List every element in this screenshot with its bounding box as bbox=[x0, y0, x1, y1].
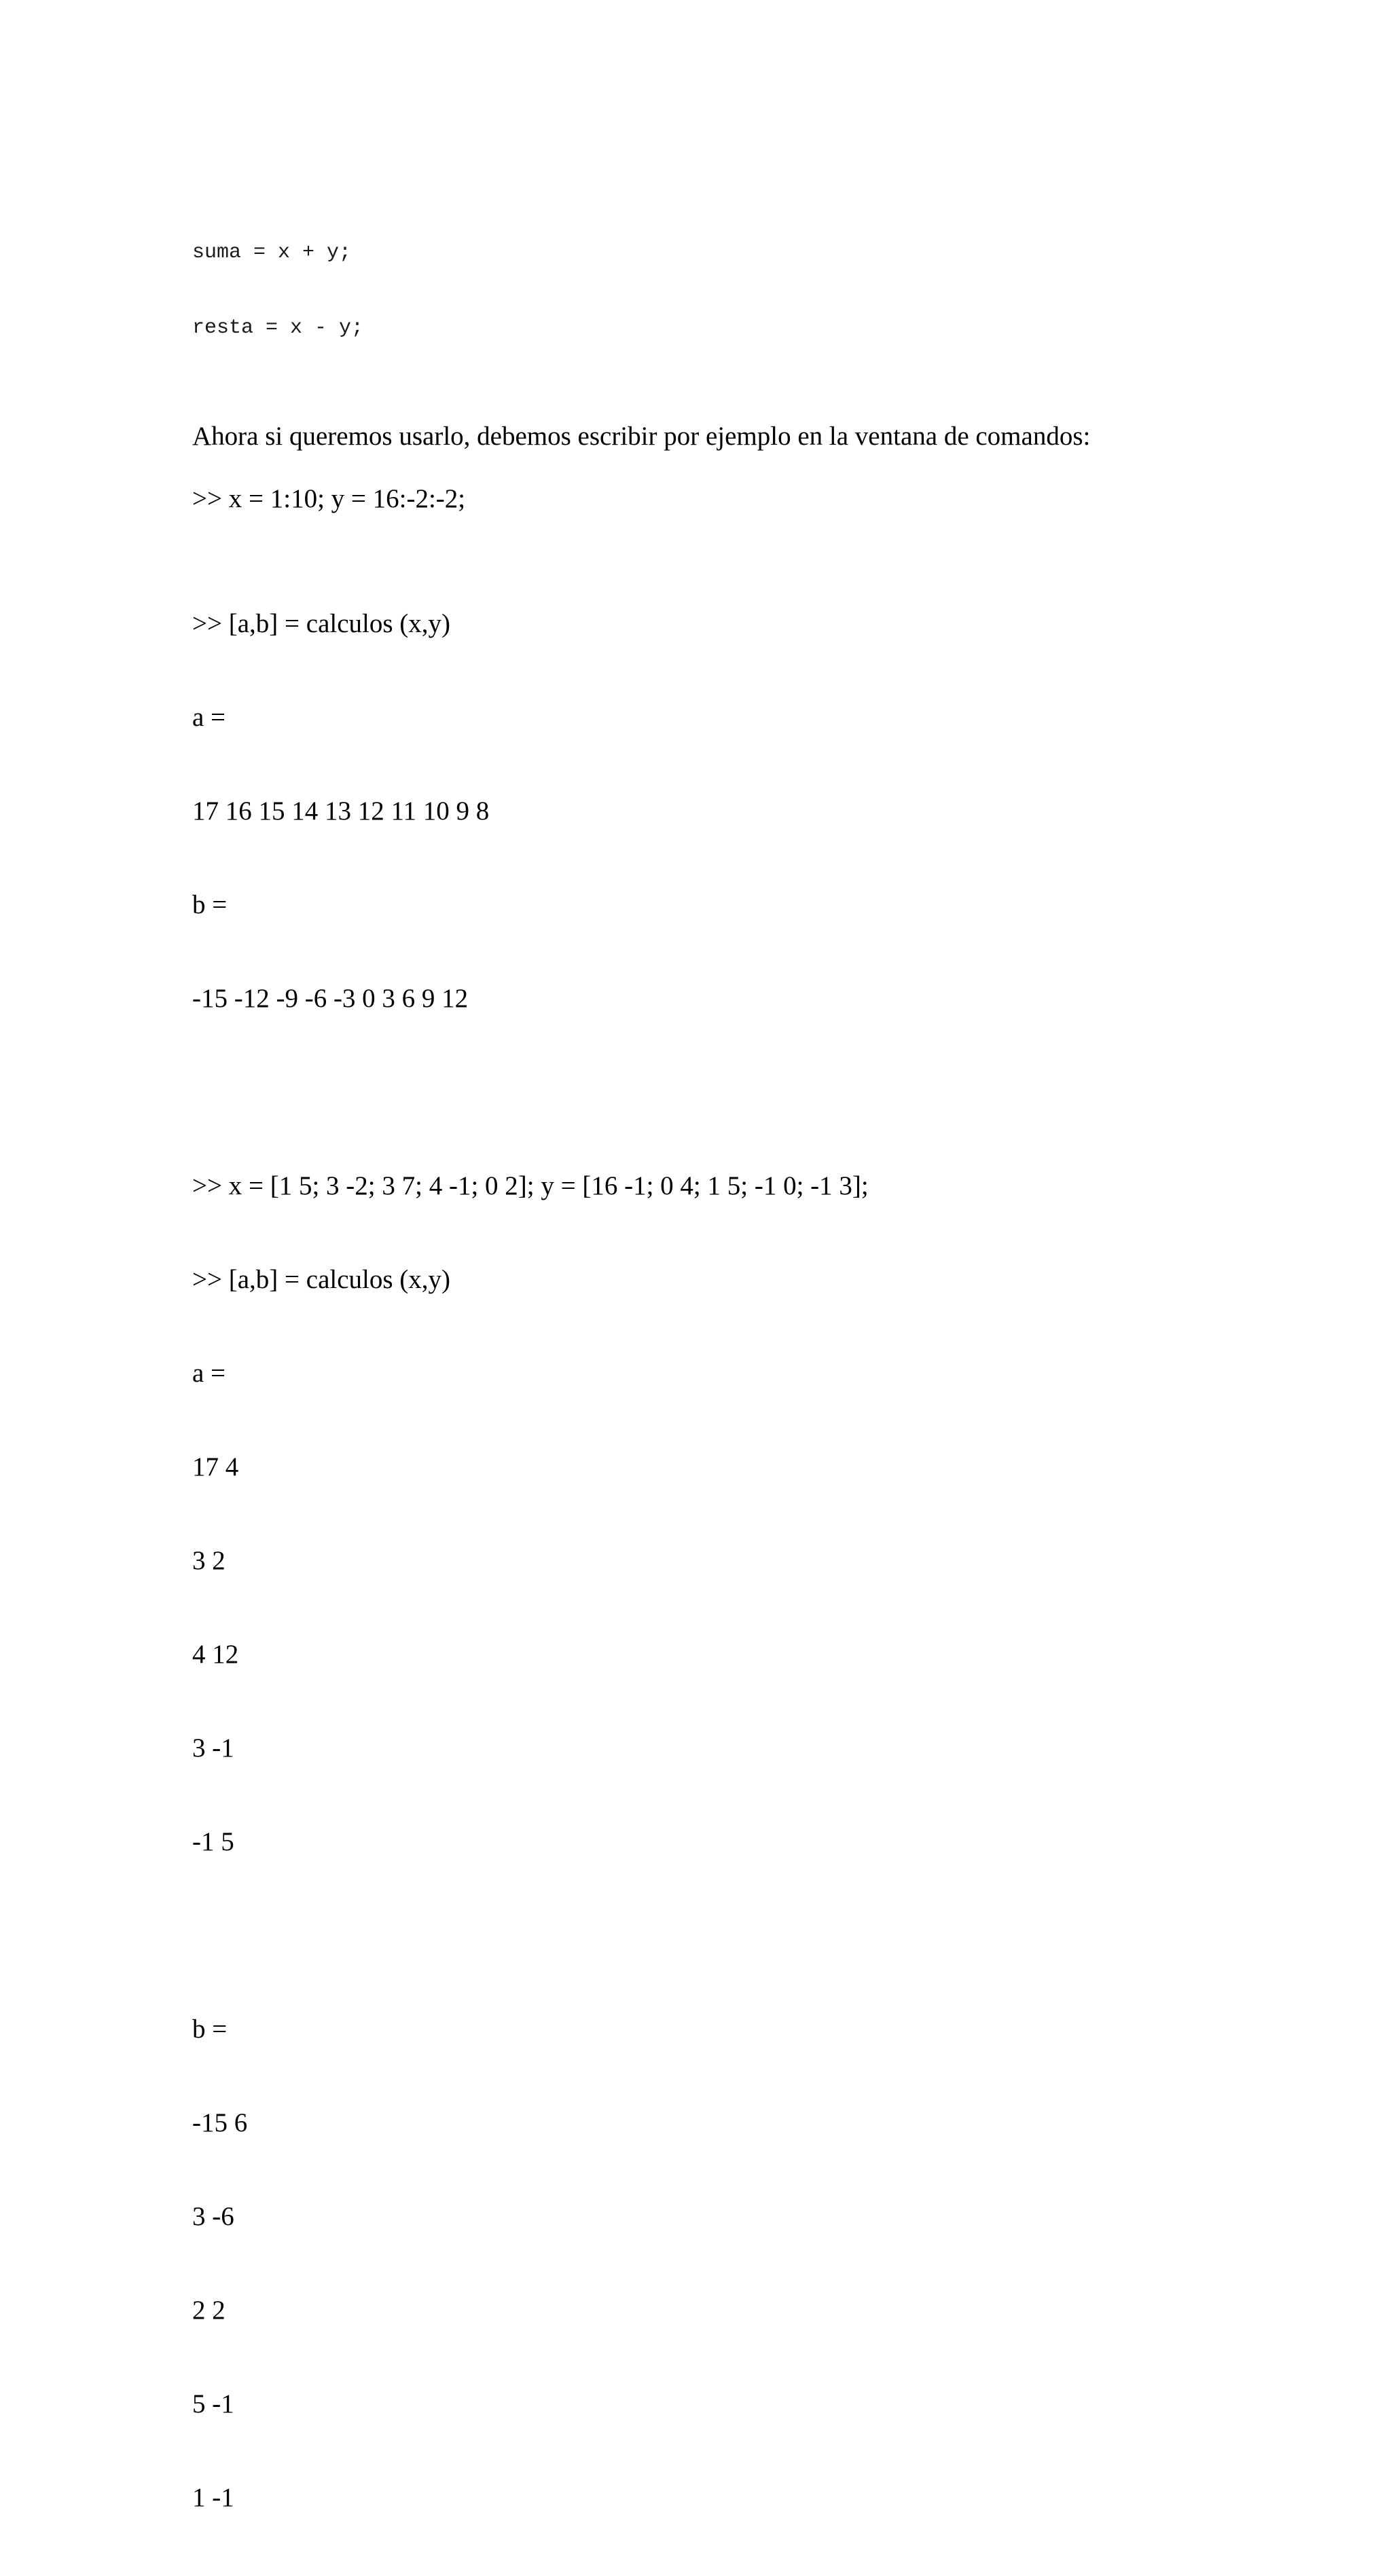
code-line: suma = x + y; bbox=[192, 241, 352, 264]
output-block-2 bbox=[192, 1108, 1211, 1920]
matrix-row: -1 5 bbox=[192, 1827, 234, 1856]
output-value-a: 17 16 15 14 13 12 11 10 9 8 bbox=[192, 796, 490, 826]
output-value-b: -15 -12 -9 -6 -3 0 3 6 9 12 bbox=[192, 984, 469, 1013]
code-block bbox=[192, 190, 1211, 391]
output-block-1 bbox=[192, 546, 1211, 1077]
matrix-row: 2 2 bbox=[192, 2296, 225, 2325]
code-line: resta = x - y; bbox=[192, 316, 364, 339]
command-line: >> x = 1:10; y = 16:-2:-2; bbox=[192, 484, 466, 513]
output-label-b: b = bbox=[192, 2014, 228, 2044]
output-label-a: a = bbox=[192, 1359, 226, 1388]
matrix-row: -15 6 bbox=[192, 2108, 248, 2137]
command-line: >> [a,b] = calculos (x,y) bbox=[192, 609, 451, 638]
intro-paragraph: Ahora si queremos usarlo, debemos escribir por ejemplo en la ventana de comandos: bbox=[192, 422, 1091, 451]
matrix-row: 3 -1 bbox=[192, 1733, 234, 1763]
matrix-row: 3 -6 bbox=[192, 2202, 234, 2231]
document-page bbox=[192, 190, 1211, 2576]
matrix-row: 17 4 bbox=[192, 1452, 239, 1482]
output-label-a: a = bbox=[192, 703, 226, 732]
matrix-row: 3 2 bbox=[192, 1546, 225, 1575]
command-line: >> [a,b] = calculos (x,y) bbox=[192, 1265, 451, 1294]
matrix-row: 1 -1 bbox=[192, 2483, 234, 2512]
output-block-3 bbox=[192, 1951, 1211, 2576]
output-label-b: b = bbox=[192, 890, 228, 919]
matrix-row: 4 12 bbox=[192, 1640, 239, 1669]
command-line: >> x = [1 5; 3 -2; 3 7; 4 -1; 0 2]; y = [16 -1; 0 4; 1 5; -1 0; -1 3]; bbox=[192, 1171, 869, 1200]
matrix-row: 5 -1 bbox=[192, 2389, 234, 2418]
